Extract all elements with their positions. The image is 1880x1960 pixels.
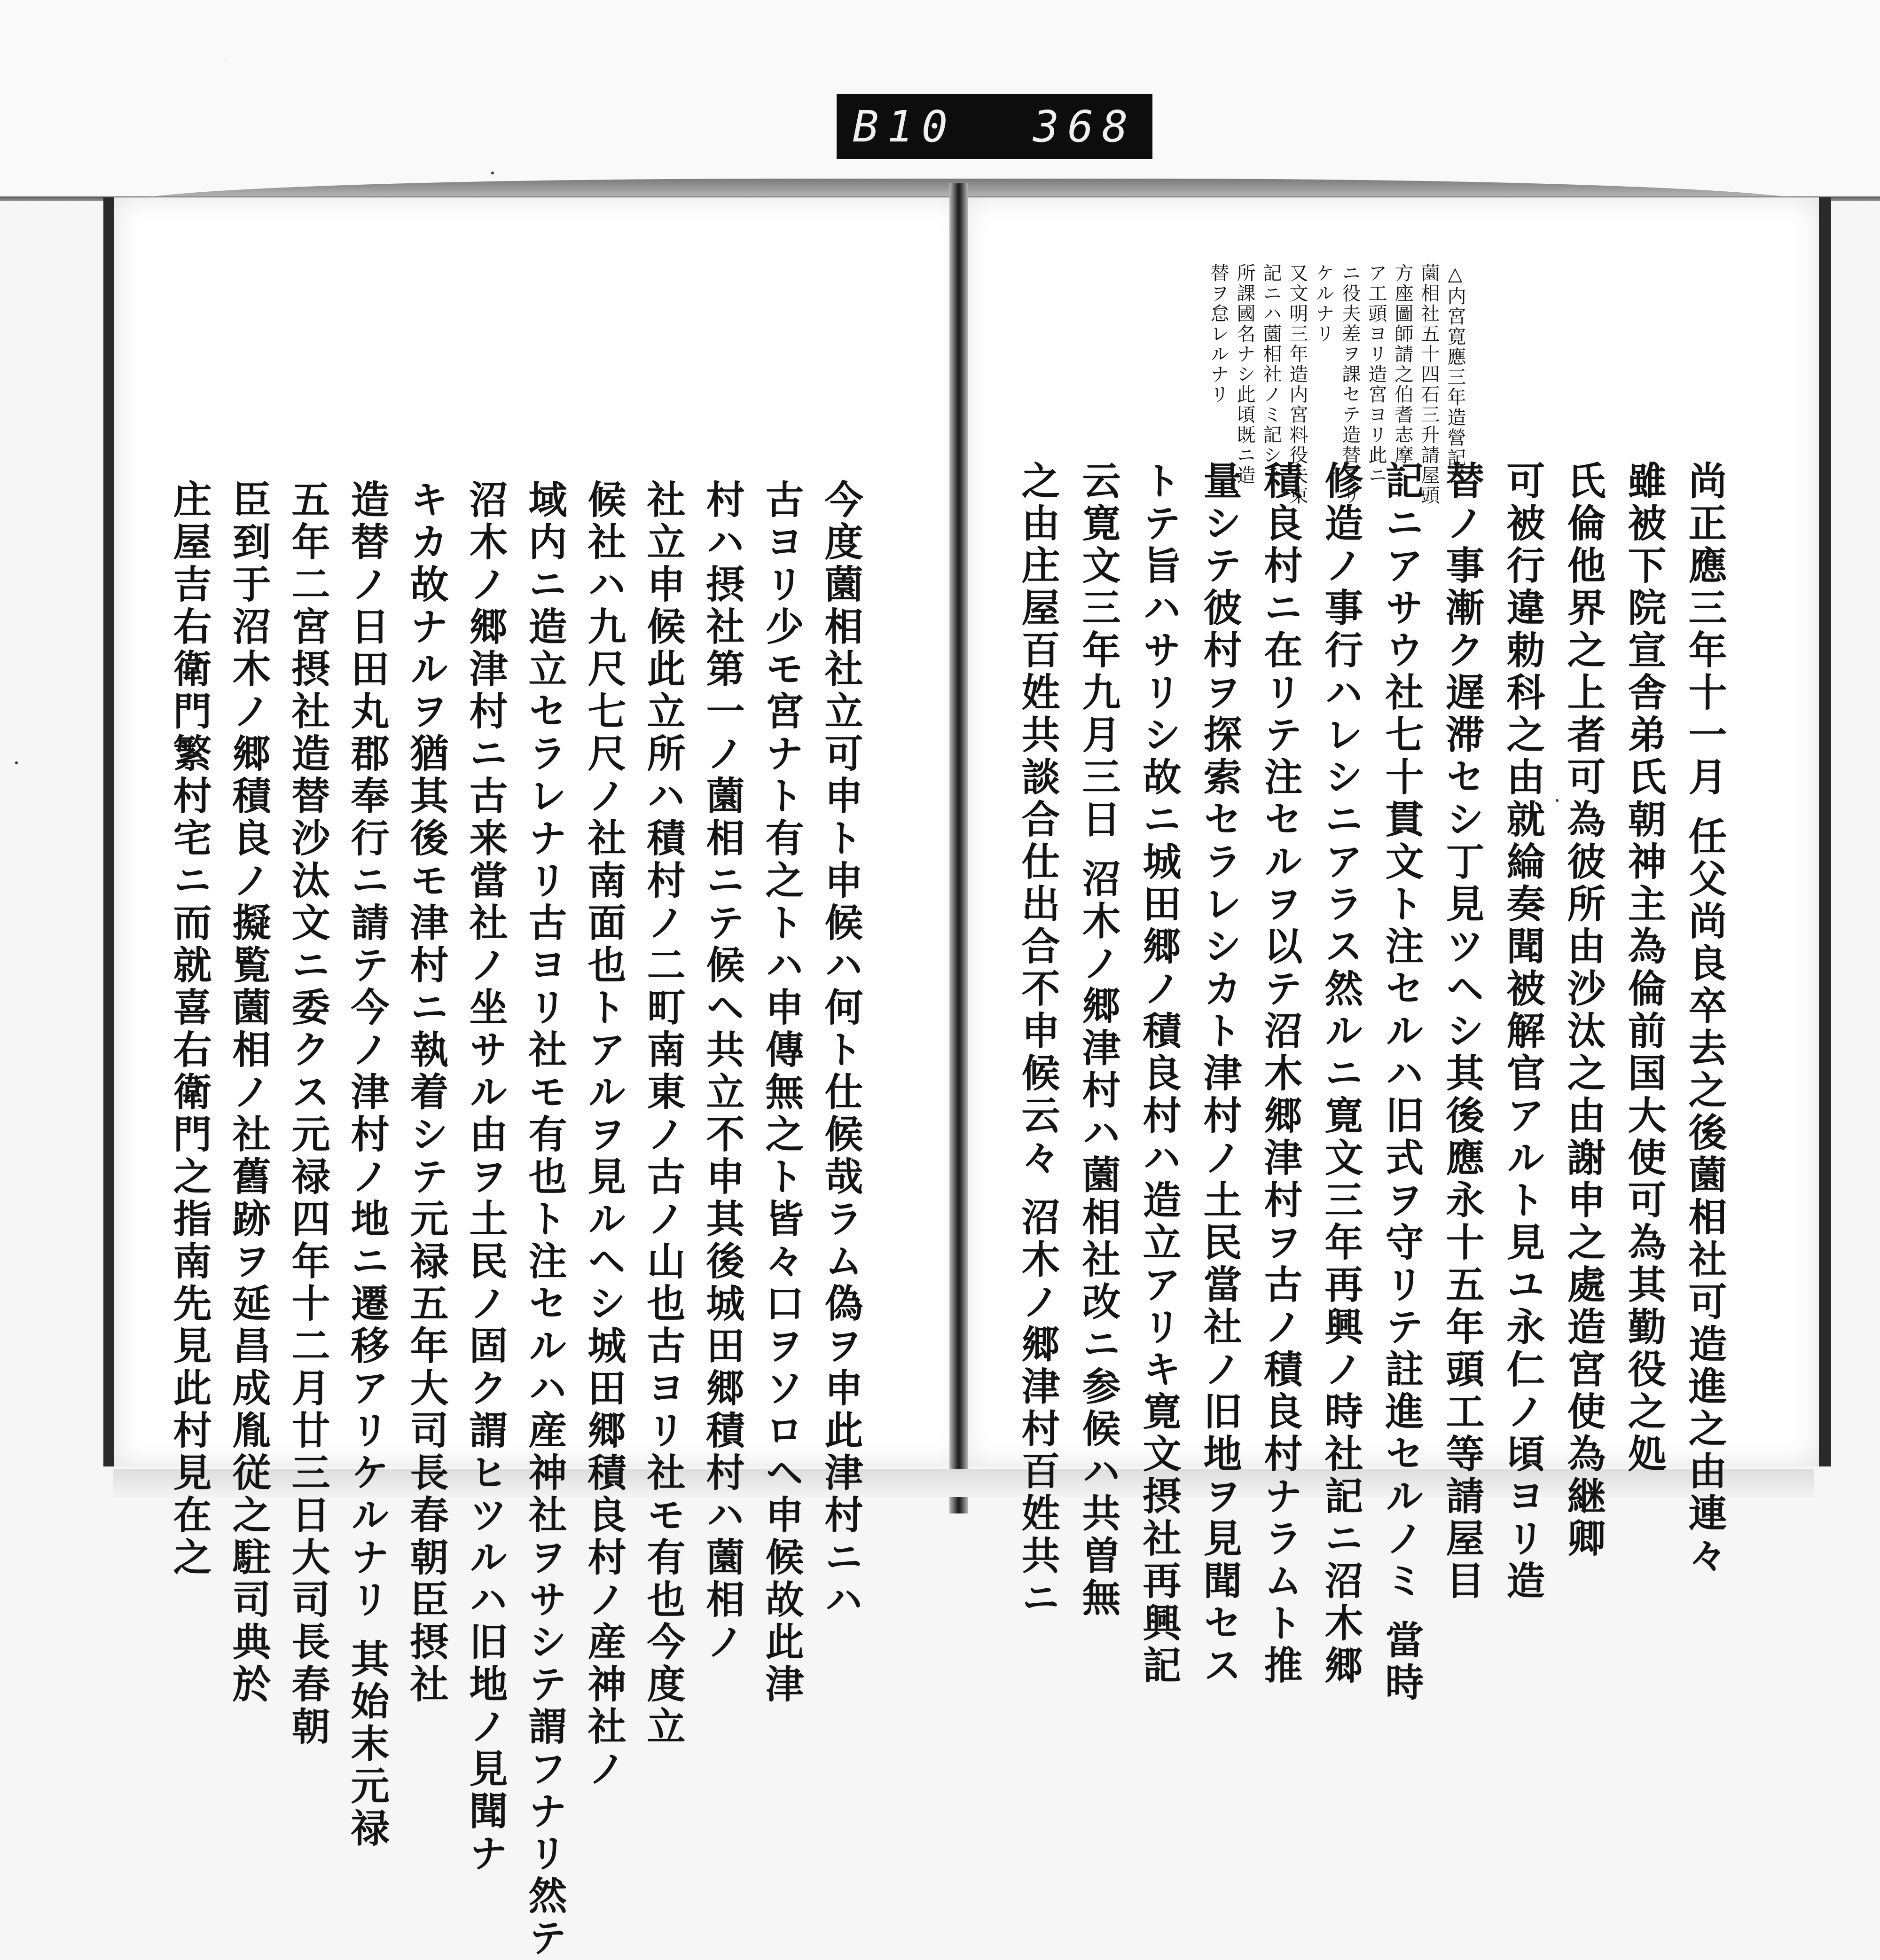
text-column: 之由庄屋百姓共談合仕出合不申候云々 沼木ノ郷津村百姓共ニ: [1015, 461, 1060, 1620]
text-column: トテ旨ハサリシ故ニ城田郷ノ積良村ハ造立アリキ寛文摂社再興記: [1136, 461, 1182, 1687]
text-column: 今度薗相社立可申ト申候ハ何ト仕候哉ラム偽ヲ申此津村ニハ: [818, 479, 863, 1622]
text-column: 修造ノ事行ハレシニアラス然ルニ寛文三年再興ノ時社記ニ沼木郷: [1318, 461, 1363, 1687]
text-column: 替ノ事漸ク遅滞セシ丁見ツヘシ其後應永十五年頭工等請屋目: [1440, 461, 1485, 1603]
text-column: キカ故ナルヲ猶其後モ津村ニ執着シテ元禄五年大司長春朝臣摂社: [404, 479, 449, 1706]
text-column: 尚正應三年十一月 任父尚良卒去之後薗相社可造進之由連々: [1682, 461, 1727, 1578]
book-gutter: [949, 183, 968, 1513]
headnote-line: ニ役夫差ヲ課セテ造替アリ: [1339, 263, 1361, 506]
text-column: 五年二宮摂社造替沙汰文ニ委クス元禄四年十二月廿三日大司長春朝: [285, 479, 330, 1748]
text-column: 庄屋吉右衛門繁村宅ニ而就喜右衛門之指南先見此村見在之: [167, 479, 212, 1579]
archive-label-right: 368: [1033, 101, 1136, 152]
scan-speck: [491, 172, 494, 174]
archive-label-left: B10: [853, 101, 956, 152]
headnote-line: 替ヲ怠レルナリ: [1207, 263, 1229, 405]
headnote-line: 方座圖師請之伯耆志摩: [1392, 263, 1413, 465]
text-column: 氏倫他界之上者可為彼所由沙汰之由謝申之處造宮使為継卿: [1561, 461, 1606, 1560]
headnote-line: 記ニハ薗相社ノミ記シテ: [1260, 263, 1282, 486]
headnote-line: 薗相社五十四石三升請屋頭: [1418, 263, 1440, 506]
text-column: 沼木ノ郷津村ニ古来當社ノ坐サル由ヲ土民ノ固ク謂ヒツルハ旧地ノ見聞ナ: [463, 479, 508, 1875]
text-column: 記ニアサウ社七十貫文ト注セルハ旧式ヲ守リテ註進セルノミ 當時: [1379, 461, 1424, 1705]
right-page-text: [1015, 461, 1727, 1705]
scan-speck: [1556, 799, 1559, 802]
archive-label-plate: [837, 94, 1152, 159]
text-column: 可被行違勅科之由就綸奏聞被解官アルト見ユ永仁ノ頃ヨリ造: [1500, 461, 1545, 1603]
text-column: 古ヨリ少モ宮ナト有之トハ申傳無之ト皆々口ヲソロヘ申候故此津: [759, 479, 804, 1706]
text-column: 云寛文三年九月三日 沼木ノ郷津村ハ薗相社改ニ参候ハ共曽無: [1076, 461, 1121, 1620]
text-column: 雖被下院宣舎弟氏朝神主為倫前国大使可為其勤役之処: [1622, 461, 1667, 1476]
headnote-line: 所課國名ナシ此頃既ニ造: [1234, 263, 1255, 486]
left-page-text: [167, 479, 863, 1960]
headnote-line: △内宮寛應三年造營記ニ: [1444, 263, 1466, 488]
text-column: 積良村ニ在リテ注セルヲ以テ沼木郷津村ヲ古ノ積良村ナラムト推: [1258, 461, 1303, 1687]
headnote-line: ケルナリ: [1313, 263, 1334, 344]
text-column: 造替ノ日田丸郡奉行ニ請テ今ノ津村ノ地ニ遷移アリケルナリ 其始末元禄: [345, 479, 390, 1850]
headnote-line: ア工頭ヨリ造宮ヨリ此ニ: [1365, 263, 1387, 486]
scan-speck: [15, 761, 18, 764]
text-column: 域内ニ造立セラレナリ古ヨリ社モ有也ト注セルハ産神社ヲサシテ謂フナリ然テ: [522, 479, 567, 1960]
text-column: 臣到于沼木ノ郷積良ノ擬覧薗相ノ社舊跡ヲ延昌成胤従之駐司典於: [226, 479, 271, 1706]
headnote-line: 又文明三年造内宮料役夫束: [1286, 263, 1308, 506]
text-column: 候社ハ九尺七尺ノ社南面也トアルヲ見ルヘシ城田郷積良村ノ産神社ノ: [581, 479, 627, 1791]
text-column: 量シテ彼村ヲ探索セラレシカト津村ノ土民當社ノ旧地ヲ見聞セス: [1197, 461, 1242, 1687]
text-column: 村ハ摂社第一ノ薗相ニテ候ヘ共立不申其後城田郷積村ハ薗相ノ: [700, 479, 745, 1664]
text-column: 社立申候此立所ハ積村ノ二町南東ノ古ノ山也古ヨリ社モ有也今度立: [641, 479, 686, 1748]
